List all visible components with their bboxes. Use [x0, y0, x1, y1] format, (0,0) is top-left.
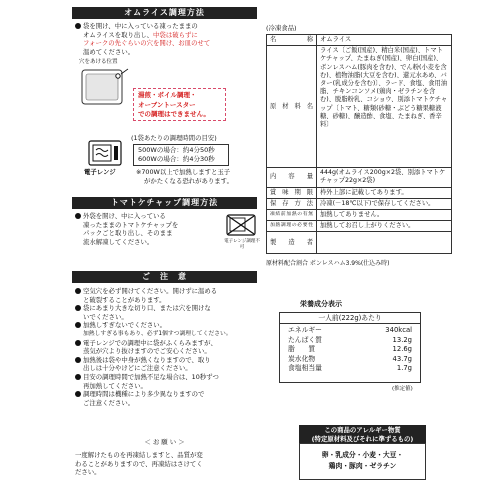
nutrition-title: 栄養成分表示	[300, 300, 342, 308]
allergy-header: この商品のアレルギー物質 (特定原材料及びそれに準ずるもの)	[299, 425, 426, 443]
cooking-time-box: 500Wの場合：約4分50秒 600Wの場合：約4分30秒	[133, 144, 229, 166]
table-row: 製造者	[267, 232, 452, 254]
nutrient-name: エネルギー	[288, 326, 322, 334]
ketchup-step-1: 外袋を開け、中に入っている 凍ったままのトマトケチャップを パックごと取り出し、そのまま 流水解凍してください。	[75, 212, 215, 246]
caution-item: 調理時間は機種により多少異なりますので	[75, 390, 260, 399]
ketchup-cooking-header: トマトケチャップ調理方法	[72, 197, 257, 209]
hole-position-label: 穴をあける位置	[79, 59, 118, 65]
table-row: 名 称 オムライス	[267, 35, 452, 46]
nutrient-name: たんぱく質	[288, 335, 322, 344]
caution-item: 加熱しすぎないでください。	[75, 321, 260, 330]
bullet-icon	[75, 213, 81, 219]
caution-item: 加熱後は袋や中身が熱くなりますので、取り	[75, 356, 260, 365]
request-title: ＜ お 願 い ＞	[144, 438, 185, 446]
table-row: 原材料名 ライス〔ご飯(国産)、精白米(国産)、トマトケチャップ、たまねぎ(国産)、卵白(国産)、ボンレスハム(豚肉を含む)、でん粉(小麦を含む)、植物油脂(大豆を含む)、還元水あめ、バター(乳成分を含む)〕、ラード、食塩、食用油脂、チキンコンソメ(鶏肉・ゼラチンを含む)、脱脂粉乳、コショウ、別添トマトケチャップ〔トマト、糖類(砂糖・ぶどう糖果糖液糖、砂糖)、醸造酢、食塩、たまねぎ、香辛料〕	[267, 46, 452, 168]
nutrient-name: 脂 質	[288, 345, 316, 353]
omurice-step-1: 袋を開け、中に入っている凍ったままの オムライスを取り出し、中袋は破らずに フォークの先ぐらいの穴を開け、お皿のせて 温めてください。	[75, 22, 260, 56]
table-row: 加熱調理の必要性 加熱してお召し上がりください。	[267, 221, 452, 232]
no-boil-warning: 湯煎・ボイル調理・ オーブントースター での調理はできません。	[133, 88, 226, 121]
nutrient-value: 43.7g	[392, 354, 412, 363]
microwave-label: 電子レンジ	[84, 168, 116, 176]
nutrient-name: 食塩相当量	[288, 364, 322, 372]
omurice-cooking-header: オムライス調理方法	[72, 7, 257, 19]
pouch-hole-icon	[78, 66, 132, 110]
high-watt-note: ※700W以上で加熱しますと玉子 がかたくなる恐れがあります。	[136, 168, 233, 185]
nutrient-value: 340kcal	[385, 326, 412, 334]
estimated-note: (推定値)	[392, 386, 413, 392]
no-microwave-icon	[226, 214, 256, 238]
table-row: 凍結前加熱の有無 加熱してありません。	[267, 210, 452, 221]
table-row: 内容量 444g(オムライス200g×2袋、別添トマトケチャップ22g×2袋)	[267, 168, 452, 187]
no-microwave-label: 電子レンジ調理不可	[224, 239, 260, 250]
product-info-table	[266, 34, 452, 254]
nutrition-row	[280, 336, 420, 346]
caution-item: 電子レンジでの調理中に袋がふくらみますが、	[75, 339, 260, 348]
allergy-list: 卵・乳成分・小麦・大豆・ 鶏肉・豚肉・ゼラチン	[299, 443, 426, 480]
nutrition-row	[280, 326, 420, 336]
bullet-icon	[75, 23, 81, 29]
frozen-food-label: (冷凍食品)	[266, 24, 297, 32]
nutrient-value: 13.2g	[392, 335, 412, 344]
nutrient-value: 12.6g	[392, 345, 412, 353]
nutrition-table	[279, 312, 421, 383]
caution-list: 空気穴を必ず開けてください。開けずに温める と破裂することがあります。 袋にあまり大きな切り口、または穴を開けな いでください。 加熱しすぎないでください。 加熱しすぎる事もあり、必ず1個すつ調理してください。 電子レンジでの調理中に袋がふくらみますが、 蒸気が穴より抜けますのでご安心ください。 加熱後は袋や中身が熱くなりますので、取り 出しは十分やけどにご注意ください。 目安の調理時間で加熱不足な場合は、10秒ずつ 再加熱してください。 調理時間は機種により多少異なりますので ご注意ください。	[75, 287, 260, 407]
nutrition-row	[280, 345, 420, 355]
nutrition-row	[280, 364, 420, 374]
caution-item: 目安の調理時間で加熱不足な場合は、10秒ずつ	[75, 373, 260, 382]
ingredient-ratio: 原材料配合割合 ボンレスハム3.9%(仕込み時)	[266, 260, 390, 267]
request-text: 一度解けたものを再凍結しますと、品質が変 わることがありますので、再凍結はさけてく ださい。	[75, 451, 203, 477]
table-row: 賞味期限 枠外上部に記載してあります。	[267, 187, 452, 198]
cooking-time-title: (1袋あたりの調理時間の目安)	[131, 134, 217, 142]
caution-item: 空気穴を必ず開けてください。開けずに温める	[75, 287, 260, 296]
nutrient-name: 炭水化物	[288, 354, 316, 363]
caution-item: 袋にあまり大きな切り口、または穴を開けな	[75, 304, 260, 313]
table-row: 保存方法 冷凍(－18℃以下)で保存してください。	[267, 198, 452, 209]
nutrition-row	[280, 355, 420, 365]
nutrient-value: 1.7g	[396, 364, 412, 372]
nutrition-serving: 一人前(222g)あたり	[280, 313, 420, 324]
microwave-icon	[88, 140, 122, 166]
caution-header: ご 注 意	[72, 271, 257, 283]
